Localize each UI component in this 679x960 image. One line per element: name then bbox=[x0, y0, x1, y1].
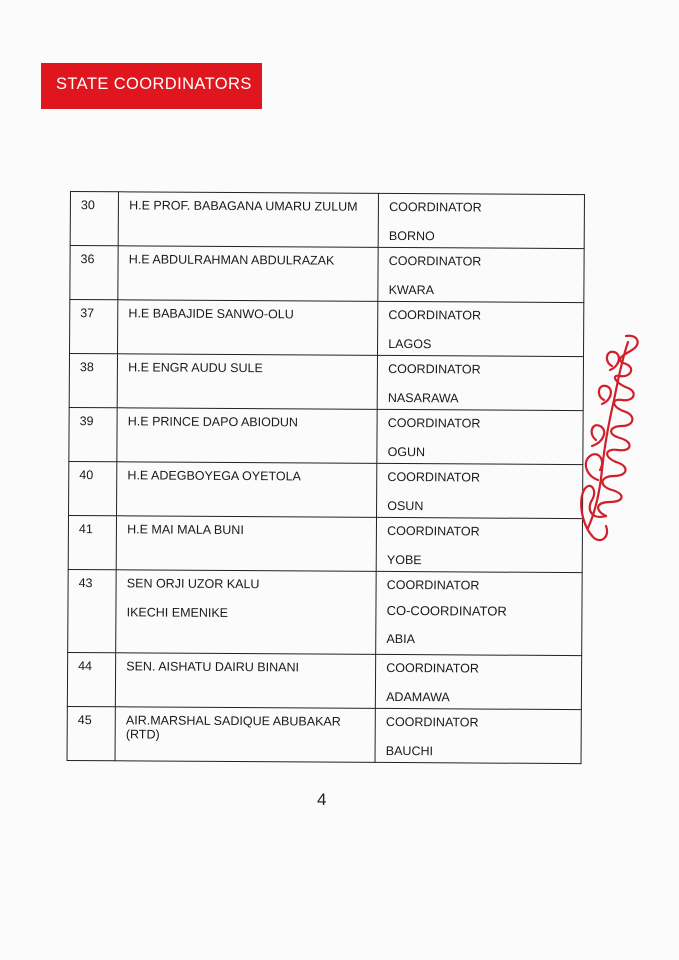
row-number: 39 bbox=[79, 414, 94, 429]
co-coordinator-name: IKECHI EMENIKE bbox=[126, 605, 229, 620]
coordinator-name: H.E ENGR AUDU SULE bbox=[128, 360, 263, 376]
role-title: COORDINATOR bbox=[387, 469, 481, 485]
state-name: NASARAWA bbox=[387, 390, 459, 406]
role-title: COORDINATOR bbox=[388, 361, 481, 377]
state-name: ABIA bbox=[386, 631, 415, 647]
coordinator-name: H.E MAI MALA BUNI bbox=[127, 522, 244, 538]
role-title: COORDINATOR bbox=[387, 523, 480, 539]
row-number: 30 bbox=[80, 198, 95, 213]
state-name: LAGOS bbox=[388, 336, 432, 352]
coordinators-table bbox=[67, 191, 585, 764]
coordinator-name: SEN ORJI UZOR KALU bbox=[126, 576, 260, 592]
role-title: COORDINATOR bbox=[386, 577, 480, 593]
row-number: 43 bbox=[78, 576, 93, 591]
row-number: 38 bbox=[79, 360, 94, 375]
coordinator-name: SEN. AISHATU DAIRU BINANI bbox=[126, 659, 300, 675]
state-name: BORNO bbox=[388, 228, 435, 244]
page-title: STATE COORDINATORS bbox=[56, 75, 252, 93]
role-title: COORDINATOR bbox=[387, 415, 481, 431]
coordinator-name: H.E PRINCE DAPO ABIODUN bbox=[127, 414, 299, 430]
row-number: 45 bbox=[77, 713, 92, 728]
row-number: 41 bbox=[78, 522, 93, 537]
table-row bbox=[67, 652, 581, 709]
role-title: COORDINATOR bbox=[388, 307, 482, 323]
coordinator-name: H.E ADEGBOYEGA OYETOLA bbox=[127, 468, 301, 484]
coordinator-name: H.E ABDULRAHMAN ABDULRAZAK bbox=[128, 252, 335, 268]
coordinator-name: AIR.MARSHAL SADIQUE ABUBAKAR (RTD) bbox=[125, 713, 341, 742]
state-name: BAUCHI bbox=[385, 743, 434, 759]
coordinator-name: H.E PROF. BABAGANA UMARU ZULUM bbox=[129, 198, 358, 214]
row-number: 44 bbox=[78, 659, 93, 674]
table-row bbox=[68, 515, 582, 572]
table-row bbox=[70, 192, 584, 249]
row-number: 36 bbox=[80, 252, 95, 267]
row-number: 40 bbox=[79, 468, 94, 483]
table-row bbox=[67, 706, 581, 763]
role-title: COORDINATOR bbox=[388, 253, 482, 269]
table-row bbox=[68, 569, 582, 655]
role-title: COORDINATOR bbox=[385, 714, 479, 730]
row-number: 37 bbox=[80, 306, 95, 321]
state-name: OGUN bbox=[387, 444, 426, 460]
state-name: OSUN bbox=[387, 498, 424, 514]
page-number: 4 bbox=[317, 790, 327, 809]
table-row bbox=[70, 246, 584, 303]
role-title: COORDINATOR bbox=[389, 199, 482, 215]
state-name: KWARA bbox=[388, 282, 435, 298]
state-name: ADAMAWA bbox=[386, 689, 450, 705]
table-row bbox=[69, 407, 583, 464]
table-row bbox=[69, 461, 583, 518]
state-name: YOBE bbox=[386, 552, 422, 568]
table-row bbox=[70, 300, 584, 357]
coordinator-name: H.E BABAJIDE SANWO-OLU bbox=[128, 306, 294, 322]
co-role-title: CO-COORDINATOR bbox=[386, 602, 507, 619]
table-row bbox=[69, 354, 583, 411]
role-title: COORDINATOR bbox=[386, 660, 479, 676]
signature-image bbox=[576, 330, 648, 545]
